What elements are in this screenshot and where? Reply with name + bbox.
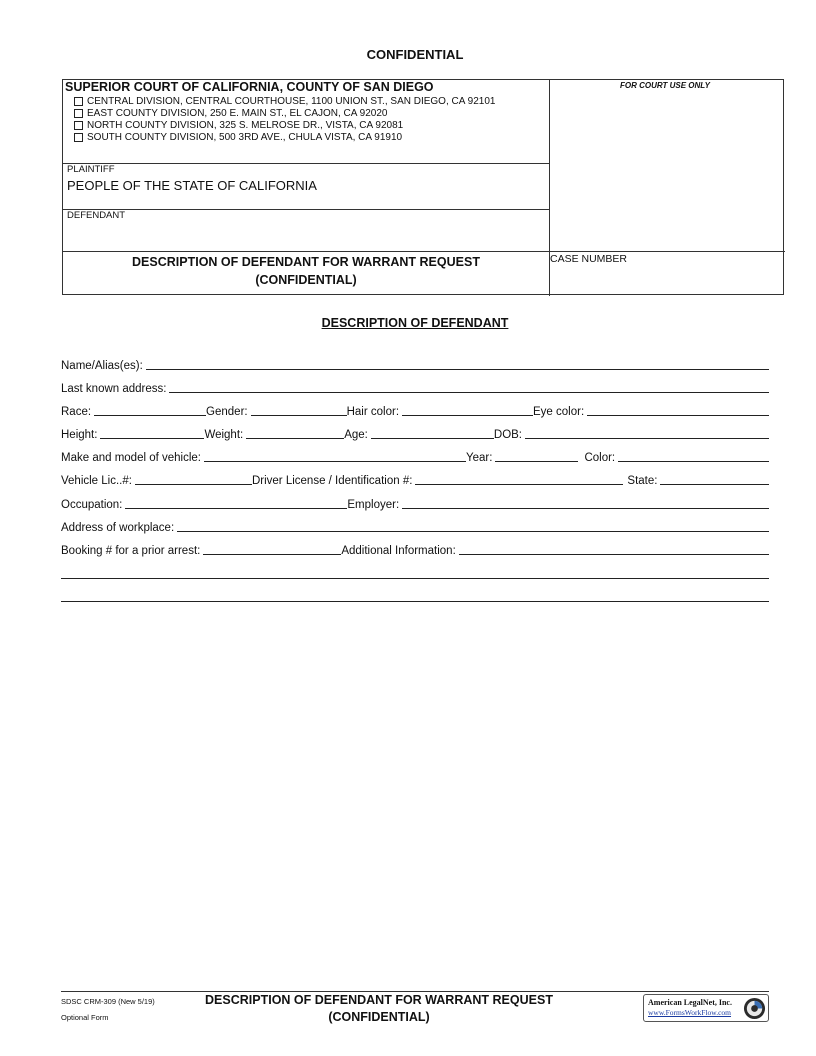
division-south[interactable] bbox=[74, 132, 402, 143]
driver-license-label: Driver License / Identification #: bbox=[251, 475, 413, 487]
hair-color-field[interactable] bbox=[402, 403, 533, 416]
additional-info-line[interactable] bbox=[61, 578, 769, 579]
occupation-label: Occupation: bbox=[61, 499, 123, 511]
plaintiff-value[interactable]: PEOPLE OF THE STATE OF CALIFORNIA bbox=[67, 178, 317, 193]
gender-label: Gender: bbox=[206, 406, 248, 418]
row-address bbox=[61, 379, 769, 395]
booking-field[interactable] bbox=[203, 542, 341, 555]
age-label: Age: bbox=[344, 429, 368, 441]
eye-color-field[interactable] bbox=[587, 403, 769, 416]
footer-title bbox=[199, 992, 559, 1026]
checkbox-north-division[interactable] bbox=[74, 121, 83, 130]
row-occupation bbox=[61, 495, 769, 511]
footer-title-line1: DESCRIPTION OF DEFENDANT FOR WARRANT REQUEST bbox=[205, 993, 553, 1007]
row-race bbox=[61, 402, 769, 418]
employer-field[interactable] bbox=[402, 496, 769, 509]
document-title-line1: DESCRIPTION OF DEFENDANT FOR WARRANT REQUEST bbox=[132, 255, 480, 269]
workplace-label: Address of workplace: bbox=[61, 522, 175, 534]
divider bbox=[63, 251, 785, 252]
color-field[interactable] bbox=[618, 449, 769, 462]
row-license bbox=[61, 471, 769, 487]
document-title bbox=[63, 253, 549, 289]
gender-field[interactable] bbox=[251, 403, 347, 416]
document-title-line2: (CONFIDENTIAL) bbox=[255, 273, 357, 287]
name-alias-label: Name/Alias(es): bbox=[61, 360, 143, 372]
vehicle-make-field[interactable] bbox=[204, 449, 466, 462]
checkbox-central-division[interactable] bbox=[74, 97, 83, 106]
row-workplace bbox=[61, 518, 769, 534]
last-address-label: Last known address: bbox=[61, 383, 167, 395]
height-field[interactable] bbox=[100, 426, 204, 439]
footer-title-line2: (CONFIDENTIAL) bbox=[328, 1010, 430, 1024]
employer-label: Employer: bbox=[347, 499, 400, 511]
case-number-label: CASE NUMBER bbox=[550, 253, 628, 265]
weight-label: Weight: bbox=[204, 429, 244, 441]
logo-name: American LegalNet, Inc. bbox=[648, 998, 732, 1007]
division-label: NORTH COUNTY DIVISION, 325 S. MELROSE DR., VISTA, CA 92081 bbox=[87, 120, 404, 131]
form-number: SDSC CRM-309 (New 5/19) bbox=[61, 997, 155, 1006]
weight-field[interactable] bbox=[246, 426, 344, 439]
division-label: SOUTH COUNTY DIVISION, 500 3RD AVE., CHULA VISTA, CA 91910 bbox=[87, 132, 403, 143]
section-heading-text: DESCRIPTION OF DEFENDANT bbox=[321, 316, 509, 330]
division-central[interactable] bbox=[74, 96, 495, 107]
hair-color-label: Hair color: bbox=[346, 406, 400, 418]
driver-license-field[interactable] bbox=[415, 472, 623, 485]
color-label: Color: bbox=[584, 452, 616, 464]
additional-info-line[interactable] bbox=[61, 601, 769, 602]
row-height bbox=[61, 425, 769, 441]
height-label: Height: bbox=[61, 429, 98, 441]
checkbox-south-division[interactable] bbox=[74, 133, 83, 142]
division-label: EAST COUNTY DIVISION, 250 E. MAIN ST., EL CAJON, CA 92020 bbox=[87, 108, 388, 119]
additional-info-field[interactable] bbox=[459, 542, 769, 555]
last-address-field[interactable] bbox=[169, 380, 769, 393]
name-alias-field[interactable] bbox=[146, 357, 769, 370]
optional-form-label: Optional Form bbox=[61, 1013, 109, 1022]
workplace-field[interactable] bbox=[177, 519, 769, 532]
additional-info-label: Additional Information: bbox=[341, 545, 456, 557]
publisher-logo[interactable] bbox=[643, 994, 769, 1022]
row-vehicle bbox=[61, 448, 769, 464]
divider bbox=[63, 209, 549, 210]
year-field[interactable] bbox=[495, 449, 578, 462]
logo-url[interactable]: www.FormsWorkFlow.com bbox=[648, 1008, 732, 1017]
vehicle-lic-field[interactable] bbox=[135, 472, 252, 485]
caption-box bbox=[62, 79, 784, 295]
state-field[interactable] bbox=[660, 472, 769, 485]
year-label: Year: bbox=[466, 452, 493, 464]
logo-mark-icon bbox=[743, 997, 766, 1020]
eye-color-label: Eye color: bbox=[533, 406, 585, 418]
court-use-label: FOR COURT USE ONLY bbox=[620, 81, 710, 90]
row-booking bbox=[61, 541, 769, 557]
row-name bbox=[61, 356, 769, 372]
divider bbox=[63, 163, 549, 164]
checkbox-east-division[interactable] bbox=[74, 109, 83, 118]
section-heading bbox=[0, 316, 816, 330]
page-title: CONFIDENTIAL bbox=[366, 47, 464, 62]
division-north[interactable] bbox=[74, 120, 403, 131]
vehicle-lic-label: Vehicle Lic..#: bbox=[61, 475, 132, 487]
division-east[interactable] bbox=[74, 108, 387, 119]
vehicle-make-label: Make and model of vehicle: bbox=[61, 452, 201, 464]
dob-label: DOB: bbox=[493, 429, 523, 441]
plaintiff-label: PLAINTIFF bbox=[67, 164, 115, 175]
race-field[interactable] bbox=[94, 403, 206, 416]
state-label: State: bbox=[627, 475, 658, 487]
occupation-field[interactable] bbox=[125, 496, 347, 509]
booking-label: Booking # for a prior arrest: bbox=[61, 545, 201, 557]
race-label: Race: bbox=[61, 406, 92, 418]
dob-field[interactable] bbox=[525, 426, 769, 439]
court-name: SUPERIOR COURT OF CALIFORNIA, COUNTY OF SAN DIEGO bbox=[65, 80, 434, 94]
division-label: CENTRAL DIVISION, CENTRAL COURTHOUSE, 1100 UNION ST., SAN DIEGO, CA 92101 bbox=[87, 96, 496, 107]
defendant-label: DEFENDANT bbox=[67, 210, 126, 221]
age-field[interactable] bbox=[371, 426, 494, 439]
